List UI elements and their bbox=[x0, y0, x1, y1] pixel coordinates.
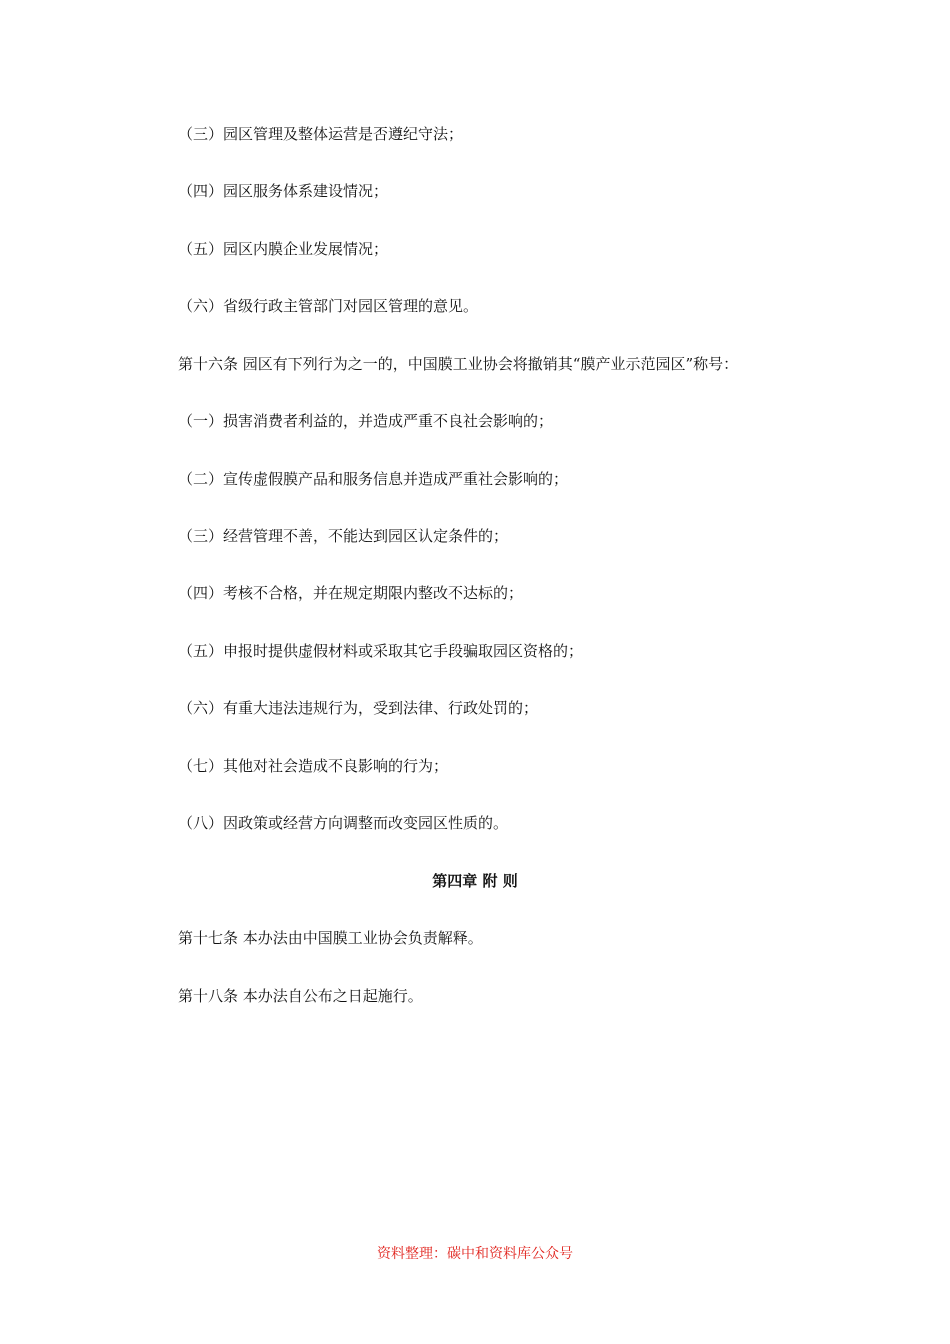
article-18-text: 第十八条 本办法自公布之日起施行。 bbox=[178, 987, 423, 1005]
footer-credit: 资料整理：碳中和资料库公众号 bbox=[377, 1246, 573, 1262]
list-item: （五）园区内膜企业发展情况； bbox=[178, 240, 389, 258]
list-item: （四）考核不合格，并在规定期限内整改不达标的； bbox=[178, 584, 524, 602]
article-16-text: 第十六条 园区有下列行为之一的，中国膜工业协会将撤销其“膜产业示范园区”称号： bbox=[178, 355, 739, 373]
list-item: （四）园区服务体系建设情况； bbox=[178, 182, 389, 200]
list-item: （五）申报时提供虚假材料或采取其它手段骗取园区资格的； bbox=[178, 642, 584, 660]
list-item: （三）经营管理不善，不能达到园区认定条件的； bbox=[178, 527, 509, 545]
list-item: （六）省级行政主管部门对园区管理的意见。 bbox=[178, 297, 479, 315]
list-item: （三）园区管理及整体运营是否遵纪守法； bbox=[178, 125, 464, 143]
list-item: （六）有重大违法违规行为，受到法律、行政处罚的； bbox=[178, 699, 539, 717]
article-17-text: 第十七条 本办法由中国膜工业协会负责解释。 bbox=[178, 929, 483, 947]
chapter-heading: 第四章 附 则 bbox=[432, 872, 518, 890]
list-item: （一）损害消费者利益的，并造成严重不良社会影响的； bbox=[178, 412, 554, 430]
list-item: （八）因政策或经营方向调整而改变园区性质的。 bbox=[178, 814, 509, 832]
list-item: （二）宣传虚假膜产品和服务信息并造成严重社会影响的； bbox=[178, 470, 569, 488]
list-item: （七）其他对社会造成不良影响的行为； bbox=[178, 757, 449, 775]
